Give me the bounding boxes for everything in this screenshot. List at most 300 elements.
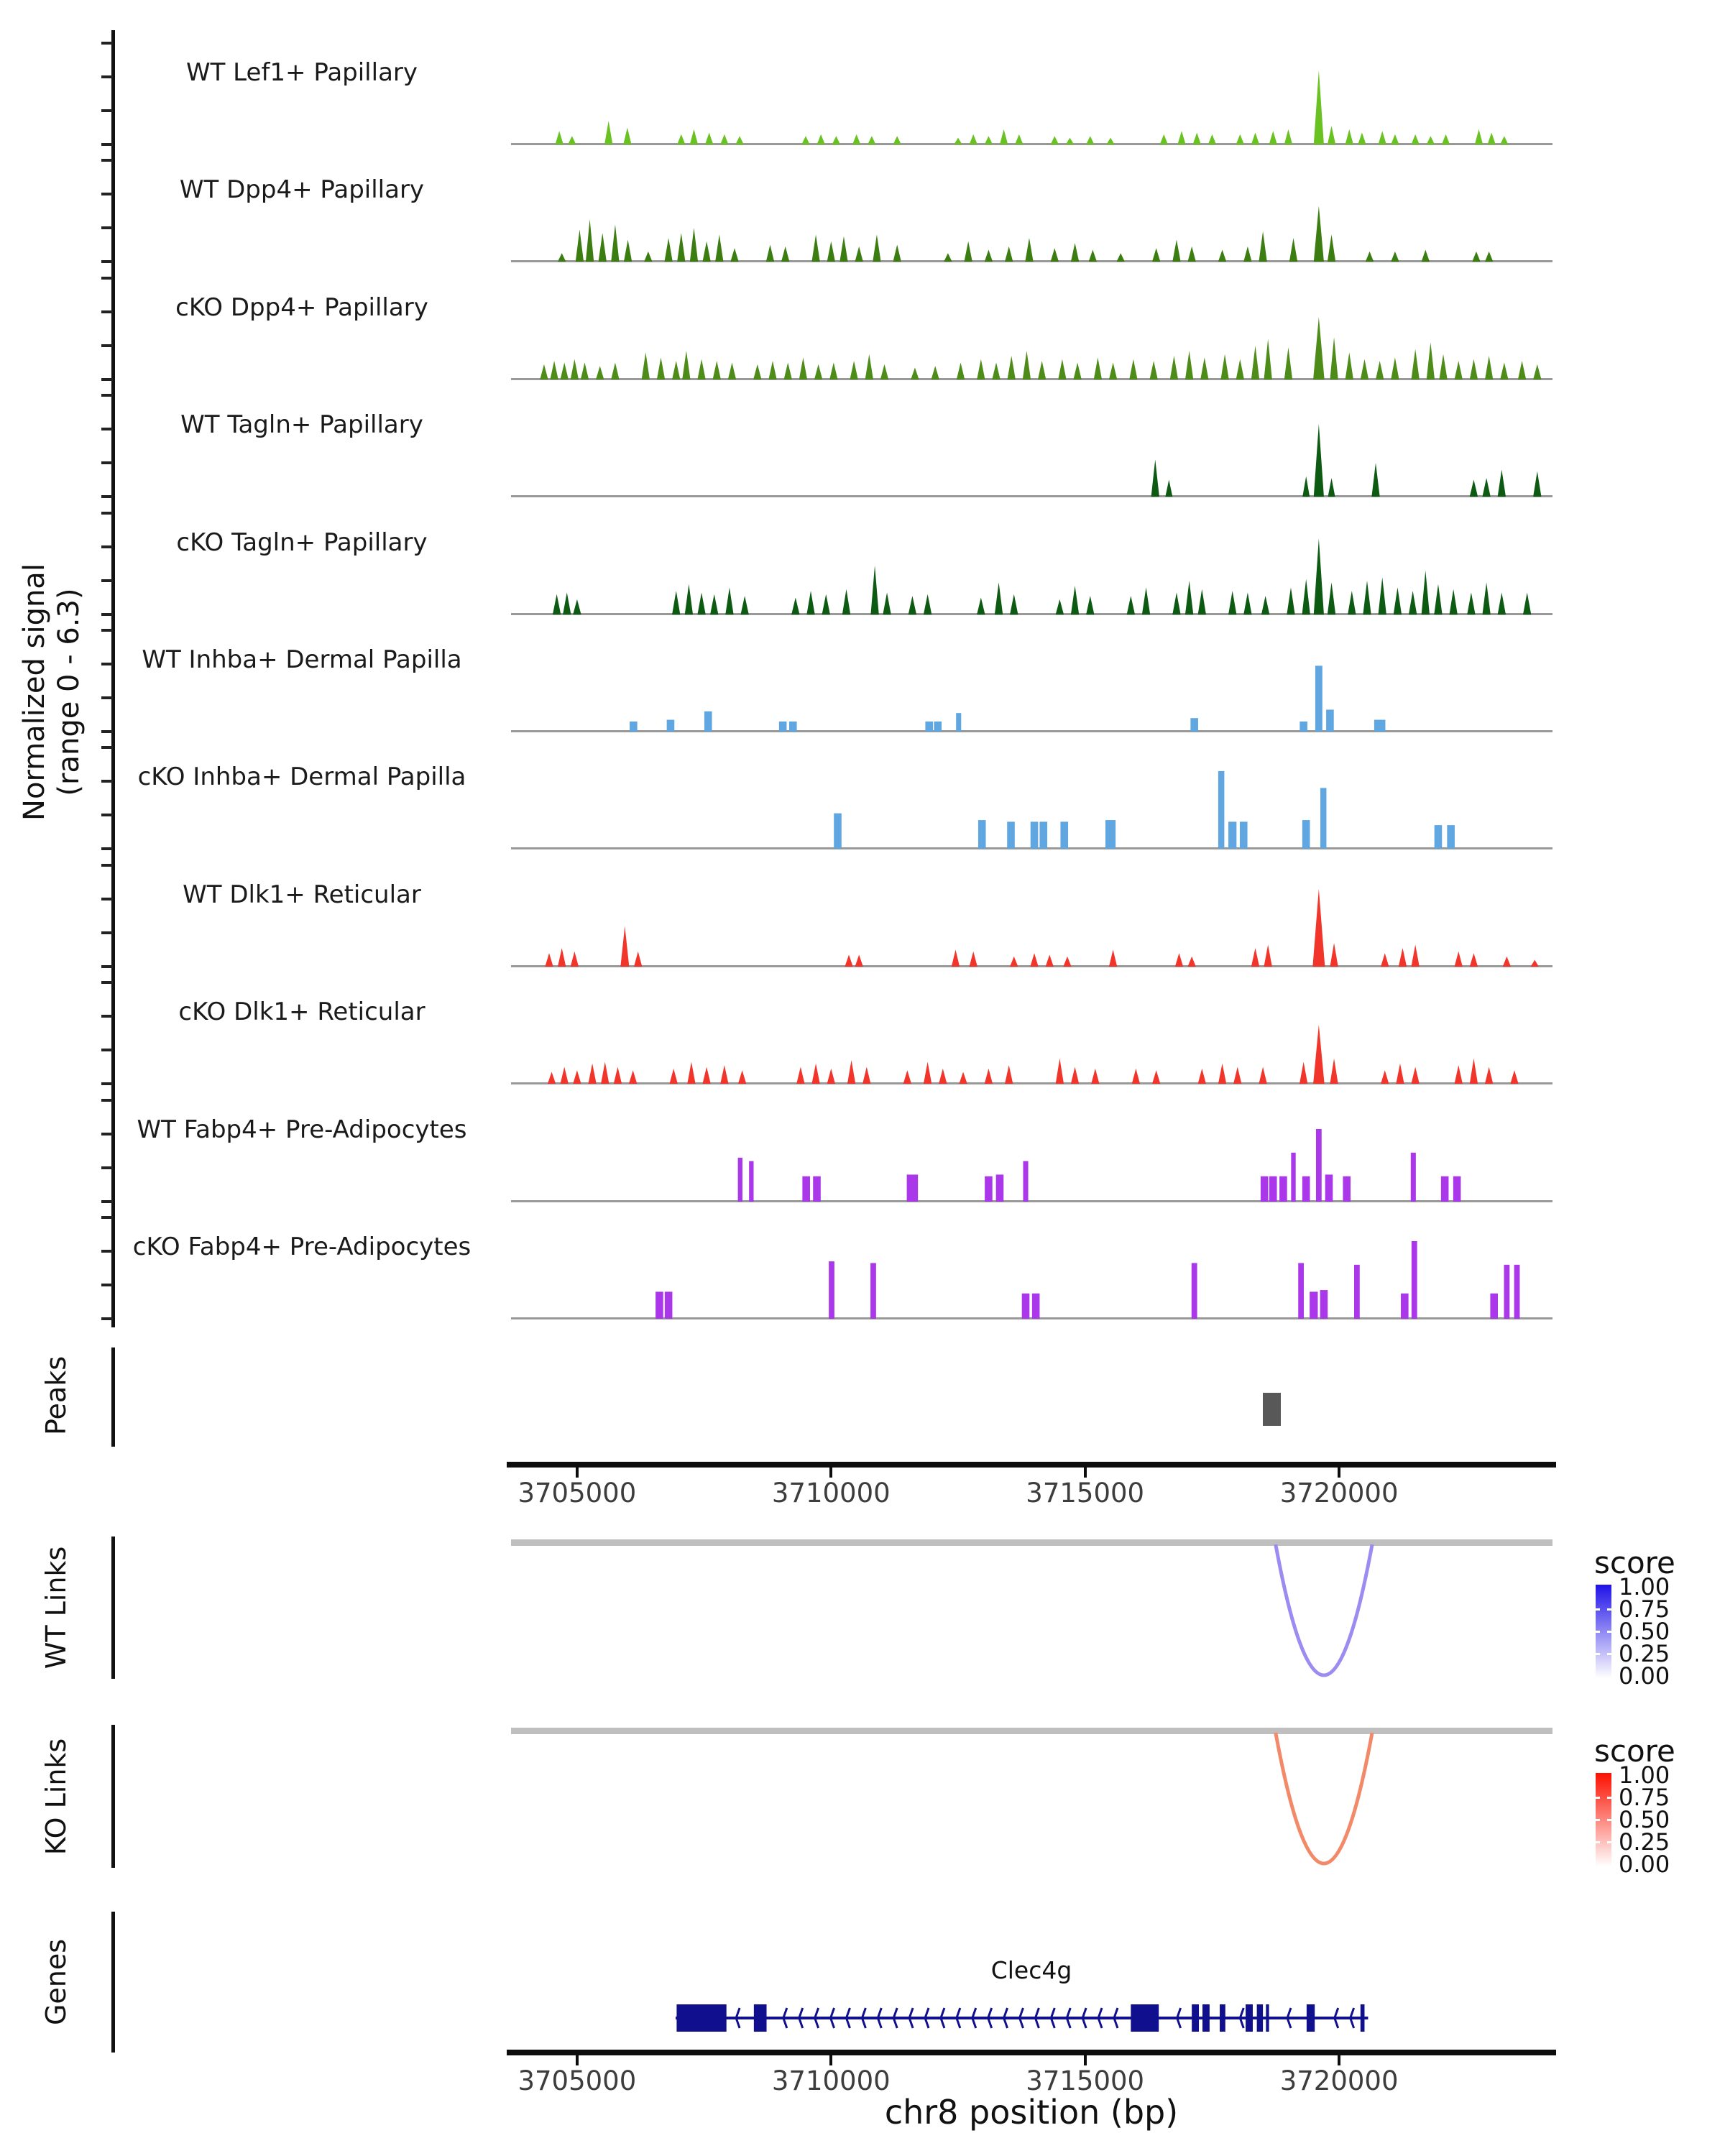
signal-peak (791, 597, 799, 614)
y-axis-tick (101, 42, 113, 45)
score-legend-tick (1596, 1608, 1600, 1611)
signal-peak (1089, 250, 1097, 262)
signal-peak (1142, 587, 1150, 614)
signal-peak (1442, 134, 1450, 144)
signal-peak (873, 235, 880, 262)
y-axis-tick (101, 1166, 113, 1169)
signal-peak (1328, 126, 1335, 144)
signal-bar (1060, 822, 1068, 849)
genome-axis-tick-label: 3705000 (518, 1478, 637, 1508)
signal-bar (1039, 822, 1047, 849)
gene-exon (1257, 2004, 1263, 2032)
x-axis-label: chr8 position (bp) (884, 2093, 1179, 2132)
signal-peak (1399, 948, 1407, 967)
y-axis-tick (101, 931, 113, 934)
signal-peak (1531, 959, 1539, 966)
signal-peak (1071, 244, 1079, 262)
signal-peak (1523, 592, 1531, 614)
y-axis-tick (101, 981, 113, 984)
signal-peak (573, 599, 581, 614)
signal-peak (1381, 1070, 1389, 1084)
signal-peak (954, 138, 962, 144)
signal-peak (822, 594, 830, 614)
signal-peak (1485, 252, 1493, 262)
signal-track-plot (511, 740, 1552, 849)
signal-bar (1354, 1265, 1360, 1319)
signal-peak (1503, 957, 1511, 967)
score-legend-tick-label: 0.75 (1619, 1784, 1670, 1811)
score-legend-tick (1607, 1631, 1611, 1633)
signal-peak (571, 359, 579, 379)
y-axis-tick (101, 277, 113, 280)
signal-peak (784, 362, 792, 379)
y-axis-tick (101, 1216, 113, 1219)
signal-peak (1010, 594, 1018, 614)
score-legend-title: score (1594, 1733, 1675, 1769)
signal-peak (1198, 1069, 1206, 1084)
signal-peak (1371, 463, 1379, 497)
y-axis-tick (101, 378, 113, 381)
signal-peak (893, 245, 901, 262)
gene-exon (1220, 2004, 1225, 2032)
signal-peak (814, 364, 822, 379)
signal-bar (1298, 1263, 1304, 1319)
signal-peak (1198, 589, 1206, 614)
link-arc-plot (511, 1731, 1552, 1874)
signal-peak (702, 1067, 710, 1084)
signal-peak (977, 597, 985, 614)
genome-axis-line (507, 2050, 1556, 2055)
y-axis-tick (101, 1082, 113, 1085)
signal-peak (1412, 1067, 1420, 1084)
signal-peak (1450, 589, 1458, 614)
signal-peak (614, 1067, 622, 1084)
signal-track-plot (511, 857, 1552, 967)
signal-bar (996, 1174, 1004, 1202)
signal-peak (1220, 354, 1228, 379)
signal-peak (1030, 953, 1038, 967)
gene-model-plot (511, 2002, 1552, 2034)
signal-peak (1533, 364, 1541, 379)
signal-bar (1300, 722, 1307, 732)
signal-peak (1269, 131, 1277, 144)
signal-peak (1086, 596, 1094, 614)
signal-peak (561, 362, 569, 379)
signal-peak (1187, 957, 1195, 967)
y-axis-tick (101, 344, 113, 347)
signal-peak (1056, 599, 1064, 614)
genome-axis-tick-label: 3705000 (518, 2065, 637, 2096)
signal-bar (1326, 709, 1334, 732)
signal-bar (1105, 820, 1116, 849)
genome-axis-tick-label: 3710000 (771, 1478, 891, 1508)
signal-peak (850, 361, 857, 379)
signal-peak (911, 367, 919, 379)
signal-peak (970, 134, 978, 144)
signal-peak (623, 128, 631, 144)
signal-bar (925, 722, 933, 732)
y-axis-tick (101, 143, 113, 146)
signal-bar (1447, 826, 1455, 849)
signal-track-label: cKO Inhba+ Dermal Papilla (137, 763, 466, 792)
signal-peak (1361, 359, 1368, 379)
signal-peak (952, 949, 960, 966)
signal-peak (924, 594, 932, 614)
signal-peak (1500, 136, 1508, 144)
genome-axis-tick-label: 3720000 (1279, 1478, 1399, 1508)
signal-peak (1485, 1067, 1493, 1084)
signal-bar (630, 722, 638, 732)
y-axis-tick (101, 226, 113, 229)
signal-peak (642, 352, 650, 379)
signal-peak (540, 364, 548, 379)
signal-peak (677, 233, 685, 262)
signal-peak (1314, 206, 1324, 262)
signal-peak (1366, 252, 1374, 262)
genome-axis-tick (1084, 2055, 1087, 2065)
signal-track-label: WT Dlk1+ Reticular (183, 880, 421, 909)
signal-peak (1264, 944, 1272, 967)
signal-peak (1005, 247, 1013, 262)
signal-peak (697, 359, 705, 379)
signal-peak (1358, 133, 1366, 144)
y-axis-tick (101, 512, 113, 515)
genome-axis-tick (576, 2055, 579, 2065)
y-axis-tick (101, 746, 113, 749)
signal-peak (545, 953, 553, 967)
signal-bar (1401, 1294, 1409, 1319)
signal-bar (1007, 822, 1015, 849)
score-legend-tick-label: 1.00 (1619, 1761, 1670, 1789)
signal-bar (907, 1174, 919, 1202)
genome-axis-tick (829, 1468, 832, 1478)
signal-peak (672, 361, 680, 379)
signal-peak (1151, 460, 1159, 497)
signal-peak (845, 954, 852, 966)
signal-peak (705, 133, 713, 144)
signal-bar (749, 1161, 753, 1201)
signal-peak (1175, 953, 1183, 967)
signal-bar (779, 722, 787, 732)
score-legend-tick (1607, 1819, 1611, 1821)
gene-exon (1307, 2004, 1315, 2032)
signal-peak (801, 136, 809, 144)
signal-peak (855, 954, 863, 966)
signal-bar (1302, 1176, 1310, 1201)
signal-bar (1320, 1290, 1328, 1319)
signal-peak (811, 1064, 819, 1084)
signal-bar (1279, 1176, 1287, 1201)
gene-exon (754, 2004, 767, 2032)
genome-axis-tick-label: 3715000 (1026, 1478, 1145, 1508)
signal-peak (796, 1067, 804, 1084)
signal-peak (924, 1062, 932, 1084)
signal-peak (571, 952, 579, 967)
genome-axis-tick (576, 1468, 579, 1478)
signal-peak (1391, 252, 1399, 262)
signal-peak (1200, 357, 1208, 379)
signal-peak (1313, 317, 1325, 379)
signal-bar (870, 1263, 876, 1319)
signal-bar (1228, 822, 1236, 849)
score-legend-tick-label: 0.00 (1619, 1662, 1670, 1690)
signal-peak (959, 1072, 967, 1084)
signal-peak (817, 134, 825, 144)
signal-peak (1300, 1062, 1307, 1084)
signal-peak (932, 366, 939, 379)
signal-peak (611, 362, 619, 379)
signal-bar (978, 820, 986, 849)
signal-peak (581, 362, 589, 379)
signal-bar (1315, 665, 1322, 732)
signal-peak (576, 230, 584, 262)
signal-peak (586, 220, 594, 262)
signal-bar (656, 1291, 663, 1319)
signal-peak (1236, 359, 1244, 379)
signal-peak (1439, 354, 1447, 379)
signal-peak (1005, 1065, 1013, 1084)
signal-peak (690, 228, 698, 262)
signal-track-label: WT Lef1+ Papillary (185, 58, 418, 87)
signal-peak (1381, 953, 1389, 967)
y-axis-tick (101, 109, 113, 112)
signal-bar (1320, 788, 1326, 849)
signal-peak (753, 364, 761, 379)
signal-peak (1518, 361, 1526, 379)
signal-peak (1346, 129, 1353, 144)
signal-peak (1170, 356, 1178, 379)
y-axis-tick (101, 495, 113, 498)
genome-axis-tick-label: 3720000 (1279, 2065, 1399, 2096)
link-arc (1276, 1733, 1372, 1864)
signal-peak (1467, 592, 1475, 614)
signal-peak (558, 948, 566, 967)
signal-peak (883, 592, 891, 614)
signal-track-label: cKO Tagln+ Papillary (176, 528, 428, 557)
signal-bar (1490, 1294, 1498, 1319)
signal-peak (599, 233, 607, 262)
signal-peak (687, 1062, 695, 1084)
signal-peak (1051, 136, 1059, 144)
gene-exon (676, 2004, 726, 2032)
signal-peak (865, 354, 873, 379)
genome-axis-tick-label: 3715000 (1026, 2065, 1145, 2096)
signal-bar (738, 1158, 742, 1202)
signal-peak (735, 136, 743, 144)
signal-peak (1488, 133, 1496, 144)
score-legend-tick (1596, 1841, 1600, 1843)
signal-peak (964, 241, 972, 262)
signal-peak (806, 591, 814, 614)
signal-peak (799, 357, 807, 379)
signal-peak (1328, 582, 1335, 614)
signal-peak (1071, 1067, 1079, 1084)
signal-peak (1160, 134, 1168, 144)
wt-links-panel-axis-line (111, 1537, 115, 1679)
signal-peak (738, 1070, 746, 1084)
signal-peak (939, 1069, 947, 1084)
signal-peak (1284, 347, 1292, 379)
signal-peak (1259, 1067, 1266, 1084)
y-axis-tick (101, 814, 113, 816)
signal-peak (1434, 584, 1442, 614)
signal-peak (1376, 361, 1384, 379)
signal-track-label: WT Fabp4+ Pre-Adipocytes (137, 1115, 467, 1144)
signal-bar (1261, 1176, 1269, 1201)
signal-peak (725, 587, 733, 614)
signal-bar (1504, 1265, 1509, 1319)
signal-peak (985, 1069, 993, 1084)
genes-panel-axis-line (111, 1912, 115, 2053)
signal-bar (1411, 1152, 1416, 1201)
signal-peak (1228, 591, 1236, 614)
signal-peak (995, 582, 1003, 614)
signal-peak (862, 1067, 870, 1084)
signal-peak (1363, 581, 1371, 614)
genome-axis-tick (1084, 1468, 1087, 1478)
y-axis-tick (101, 1049, 113, 1051)
signal-peak (1510, 1070, 1518, 1084)
signal-peak (1094, 357, 1102, 379)
score-legend-tick (1596, 1797, 1600, 1799)
signal-peak (840, 236, 847, 262)
signal-bar (667, 720, 675, 732)
signal-peak (697, 592, 705, 614)
signal-peak (1187, 247, 1195, 262)
signal-peak (1379, 577, 1386, 614)
signal-peak (1412, 944, 1420, 967)
link-arc (1276, 1544, 1372, 1675)
link-arc-plot (511, 1542, 1552, 1686)
score-legend-tick (1607, 1653, 1611, 1655)
signal-peak (1259, 231, 1266, 262)
signal-peak (1172, 592, 1180, 614)
signal-peak (1025, 239, 1033, 262)
signal-peak (685, 584, 693, 614)
genome-axis-tick (829, 2055, 832, 2065)
signal-peak (1251, 346, 1259, 379)
signal-peak (1427, 342, 1435, 379)
signal-peak (1455, 952, 1463, 967)
signal-bar (802, 1176, 810, 1201)
signal-bar (789, 722, 797, 732)
signal-peak (1348, 591, 1356, 614)
score-legend-tick-label: 0.25 (1619, 1828, 1670, 1856)
signal-peak (1289, 239, 1297, 262)
signal-peak (553, 594, 561, 614)
signal-peak (1172, 240, 1180, 262)
signal-peak (1498, 470, 1506, 497)
signal-peak (1346, 352, 1353, 379)
signal-peak (1010, 957, 1018, 967)
ko-links-panel-axis-line (111, 1725, 115, 1868)
signal-bar (1032, 1294, 1040, 1319)
signal-peak (1152, 1070, 1160, 1084)
signal-bar (1316, 1129, 1322, 1202)
signal-track-label: cKO Fabp4+ Pre-Adipocytes (132, 1233, 472, 1261)
signal-bar (956, 713, 961, 732)
signal-track-plot (511, 270, 1552, 379)
y-axis-tick (101, 579, 113, 582)
signal-bar (1240, 822, 1248, 849)
signal-peak (1422, 571, 1430, 614)
score-legend-tick (1607, 1608, 1611, 1611)
score-legend-tick (1607, 1841, 1611, 1843)
signal-peak (1185, 351, 1193, 379)
signal-track-plot (511, 622, 1552, 732)
signal-peak (1008, 356, 1016, 379)
signal-peak (558, 254, 566, 262)
signal-peak (811, 235, 819, 262)
signal-bar (1343, 1176, 1351, 1201)
signal-peak (1330, 1059, 1338, 1084)
signal-bar (1022, 1294, 1030, 1319)
signal-peak (842, 589, 850, 614)
signal-peak (1485, 356, 1493, 379)
y-axis-tick (101, 1099, 113, 1102)
signal-peak (847, 1060, 855, 1084)
signal-peak (1314, 424, 1324, 497)
signal-bar (934, 722, 942, 732)
signal-peak (1394, 587, 1402, 614)
signal-peak (1455, 361, 1463, 379)
signal-peak (1243, 247, 1251, 262)
signal-peak (1482, 582, 1490, 614)
signal-peak (561, 1067, 569, 1084)
signal-peak (713, 361, 721, 379)
signal-peak (1058, 359, 1066, 379)
signal-bar (1192, 1263, 1197, 1319)
gene-name-label: Clec4g (990, 1956, 1072, 1984)
signal-peak (1314, 538, 1324, 614)
signal-peak (682, 351, 690, 379)
signal-peak (1086, 136, 1094, 144)
signal-peak (1023, 351, 1031, 379)
y-axis-tick (101, 730, 113, 733)
signal-peak (827, 241, 835, 262)
signal-peak (970, 952, 978, 967)
signal-peak (992, 362, 1000, 379)
signal-peak (601, 1062, 609, 1084)
y-axis-tick (101, 461, 113, 464)
signal-peak (596, 366, 604, 379)
signal-peak (1149, 361, 1157, 379)
signal-bar (1374, 720, 1386, 732)
signal-bar (1269, 1176, 1277, 1201)
signal-peak (715, 235, 723, 262)
gene-exon (1266, 2004, 1269, 2032)
gene-exon (1361, 2004, 1365, 2032)
signal-peak (908, 596, 916, 614)
y-axis-tick (101, 847, 113, 850)
signal-peak (1193, 133, 1201, 144)
signal-peak (1287, 587, 1294, 614)
signal-peak (1106, 138, 1114, 144)
signal-peak (870, 565, 878, 614)
signal-bar (1023, 1161, 1028, 1201)
signal-peak (1218, 250, 1226, 262)
signal-peak (944, 254, 952, 262)
signal-peak (690, 129, 698, 144)
signal-peak (1129, 359, 1137, 379)
signal-bar (1453, 1176, 1461, 1201)
signal-peak (1109, 362, 1117, 379)
signal-peak (1251, 133, 1259, 144)
signal-peak (1071, 586, 1079, 614)
signal-bar (1302, 820, 1310, 849)
signal-peak (868, 136, 875, 144)
signal-peak (1422, 250, 1430, 262)
